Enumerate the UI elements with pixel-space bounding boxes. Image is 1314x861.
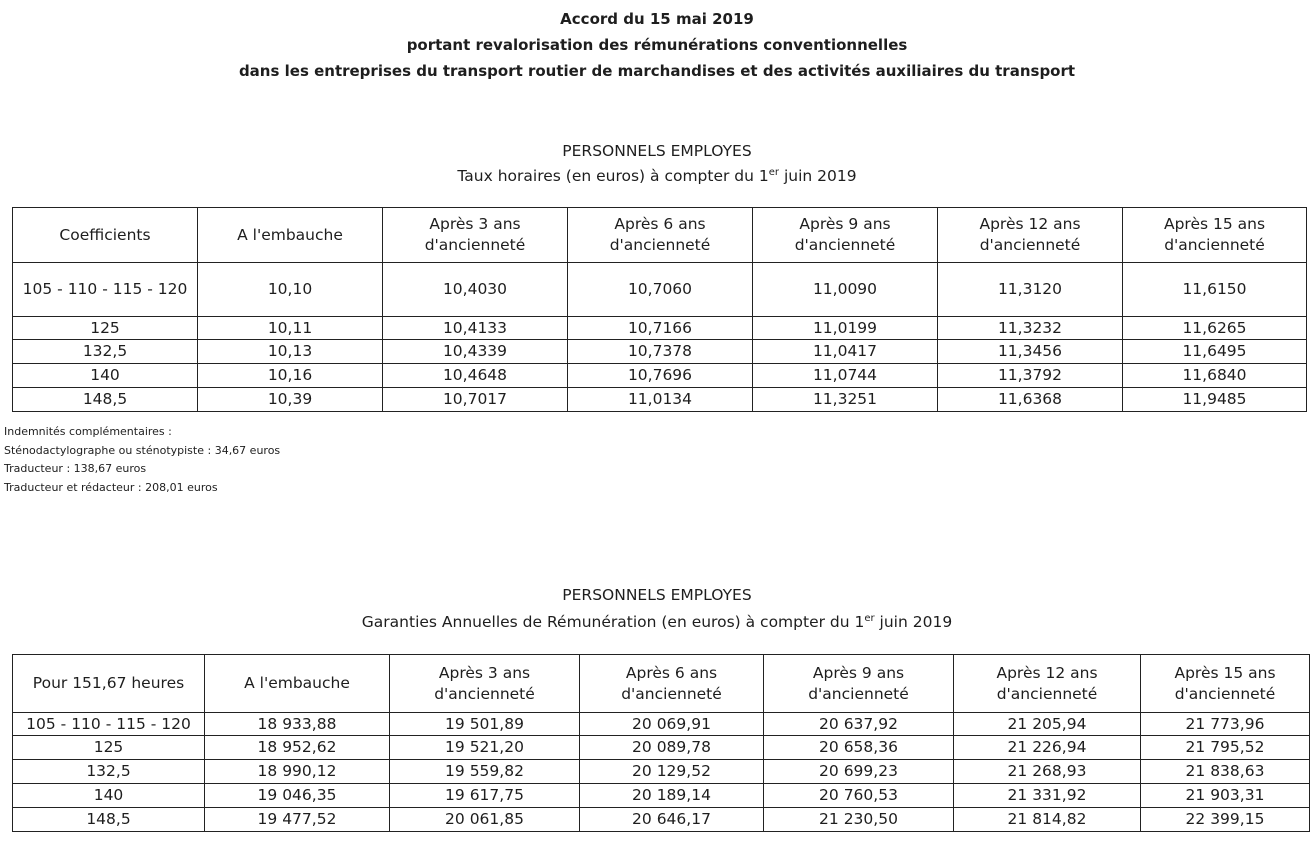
table-cell: 132,5 bbox=[13, 340, 198, 364]
table-cell: 20 129,52 bbox=[580, 760, 764, 784]
hourly-rates-table bbox=[12, 207, 1307, 412]
table-cell: 10,11 bbox=[198, 317, 383, 340]
table-row bbox=[13, 808, 1310, 832]
table-cell: 21 268,93 bbox=[954, 760, 1141, 784]
table-row bbox=[13, 760, 1310, 784]
table-cell: 10,13 bbox=[198, 340, 383, 364]
table-cell: 19 477,52 bbox=[205, 808, 390, 832]
column-header: Après 6 ans d'ancienneté bbox=[568, 208, 753, 263]
column-header: Après 9 ans d'ancienneté bbox=[764, 655, 954, 713]
table-cell: 18 933,88 bbox=[205, 713, 390, 736]
table-cell: 11,9485 bbox=[1123, 388, 1307, 412]
note-line: Traducteur : 138,67 euros bbox=[4, 462, 147, 475]
table-cell: 10,4339 bbox=[383, 340, 568, 364]
column-header: Après 12 ans d'ancienneté bbox=[954, 655, 1141, 713]
table-cell: 10,7696 bbox=[568, 364, 753, 388]
table-cell: 21 226,94 bbox=[954, 736, 1141, 760]
table-cell: 20 069,91 bbox=[580, 713, 764, 736]
table-cell: 105 - 110 - 115 - 120 bbox=[13, 713, 205, 736]
table-row bbox=[13, 317, 1307, 340]
table-cell: 10,4030 bbox=[383, 263, 568, 317]
document-title: Accord du 15 mai 2019 bbox=[560, 10, 754, 28]
table-cell: 11,6840 bbox=[1123, 364, 1307, 388]
table-cell: 21 331,92 bbox=[954, 784, 1141, 808]
table-cell: 20 760,53 bbox=[764, 784, 954, 808]
table-cell: 10,39 bbox=[198, 388, 383, 412]
section2-heading: PERSONNELS EMPLOYES bbox=[562, 586, 752, 604]
table-cell: 19 521,20 bbox=[390, 736, 580, 760]
table-cell: 105 - 110 - 115 - 120 bbox=[13, 263, 198, 317]
document-title-line-3: dans les entreprises du transport routier de marchandises et des activités auxiliaires du transport bbox=[238, 62, 1076, 80]
complementary-allowances-notes bbox=[4, 423, 280, 497]
section2-subheading bbox=[0, 611, 1314, 633]
table-cell: 18 952,62 bbox=[205, 736, 390, 760]
section2-subheading-end: juin 2019 bbox=[874, 613, 953, 631]
table-cell: 10,7166 bbox=[568, 317, 753, 340]
column-header: Après 3 ans d'ancienneté bbox=[383, 208, 568, 263]
section1-subheading-end: juin 2019 bbox=[779, 167, 857, 185]
table-cell: 19 046,35 bbox=[205, 784, 390, 808]
table-cell: 11,6368 bbox=[938, 388, 1123, 412]
table-cell: 11,6150 bbox=[1123, 263, 1307, 317]
table-cell: 132,5 bbox=[13, 760, 205, 784]
table-cell: 11,0090 bbox=[753, 263, 938, 317]
document-title-line-2: portant revalorisation des rémunérations conventionnelles bbox=[406, 36, 908, 54]
column-header: Coefficients bbox=[13, 208, 198, 263]
table-cell: 21 795,52 bbox=[1141, 736, 1310, 760]
table-cell: 21 230,50 bbox=[764, 808, 954, 832]
table-cell: 11,0134 bbox=[568, 388, 753, 412]
table-cell: 21 838,63 bbox=[1141, 760, 1310, 784]
table-cell: 18 990,12 bbox=[205, 760, 390, 784]
table-cell: 21 773,96 bbox=[1141, 713, 1310, 736]
table-cell: 10,4648 bbox=[383, 364, 568, 388]
table-row bbox=[13, 736, 1310, 760]
table-cell: 20 699,23 bbox=[764, 760, 954, 784]
table-row bbox=[13, 263, 1307, 317]
table-cell: 20 189,14 bbox=[580, 784, 764, 808]
column-header: Après 15 ans d'ancienneté bbox=[1123, 208, 1307, 263]
table-cell: 20 089,78 bbox=[580, 736, 764, 760]
table-cell: 20 637,92 bbox=[764, 713, 954, 736]
table-cell: 140 bbox=[13, 784, 205, 808]
table-cell: 148,5 bbox=[13, 388, 198, 412]
column-header: Après 6 ans d'ancienneté bbox=[580, 655, 764, 713]
table-cell: 21 814,82 bbox=[954, 808, 1141, 832]
table-cell: 20 646,17 bbox=[580, 808, 764, 832]
annual-guarantees-table bbox=[12, 654, 1310, 832]
section1-heading: PERSONNELS EMPLOYES bbox=[562, 142, 752, 160]
column-header: A l'embauche bbox=[205, 655, 390, 713]
table-cell: 11,3792 bbox=[938, 364, 1123, 388]
table-cell: 19 559,82 bbox=[390, 760, 580, 784]
table-cell: 21 903,31 bbox=[1141, 784, 1310, 808]
table-cell: 11,6495 bbox=[1123, 340, 1307, 364]
table-cell: 10,7378 bbox=[568, 340, 753, 364]
table-header-row bbox=[13, 655, 1310, 713]
table-cell: 11,0199 bbox=[753, 317, 938, 340]
column-header: Après 9 ans d'ancienneté bbox=[753, 208, 938, 263]
section2-subheading-sup: er bbox=[864, 612, 875, 624]
table-cell: 20 061,85 bbox=[390, 808, 580, 832]
section1-subheading-sup: er bbox=[768, 166, 780, 178]
table-header-row bbox=[13, 208, 1307, 263]
column-header: Pour 151,67 heures bbox=[13, 655, 205, 713]
table-cell: 22 399,15 bbox=[1141, 808, 1310, 832]
column-header: A l'embauche bbox=[198, 208, 383, 263]
table-cell: 140 bbox=[13, 364, 198, 388]
table-cell: 10,16 bbox=[198, 364, 383, 388]
table-cell: 11,0744 bbox=[753, 364, 938, 388]
table-cell: 148,5 bbox=[13, 808, 205, 832]
column-header: Après 12 ans d'ancienneté bbox=[938, 208, 1123, 263]
table-cell: 20 658,36 bbox=[764, 736, 954, 760]
note-line: Traducteur et rédacteur : 208,01 euros bbox=[4, 480, 218, 494]
table-cell: 125 bbox=[13, 736, 205, 760]
table-cell: 10,7017 bbox=[383, 388, 568, 412]
note-line: Sténodactylographe ou sténotypiste : 34,67 euros bbox=[4, 443, 281, 457]
table-cell: 11,3120 bbox=[938, 263, 1123, 317]
table-row bbox=[13, 713, 1310, 736]
table-cell: 10,7060 bbox=[568, 263, 753, 317]
table-cell: 19 617,75 bbox=[390, 784, 580, 808]
column-header: Après 15 ans d'ancienneté bbox=[1141, 655, 1310, 713]
table-row bbox=[13, 388, 1307, 412]
table-cell: 19 501,89 bbox=[390, 713, 580, 736]
column-header: Après 3 ans d'ancienneté bbox=[390, 655, 580, 713]
table-cell: 125 bbox=[13, 317, 198, 340]
table-row bbox=[13, 784, 1310, 808]
section2-subheading-text: Garanties Annuelles de Rémunération (en euros) à compter du 1 bbox=[361, 613, 865, 631]
table-cell: 10,4133 bbox=[383, 317, 568, 340]
table-cell: 11,3251 bbox=[753, 388, 938, 412]
table-row bbox=[13, 340, 1307, 364]
table-cell: 21 205,94 bbox=[954, 713, 1141, 736]
table-cell: 11,3232 bbox=[938, 317, 1123, 340]
table-cell: 10,10 bbox=[198, 263, 383, 317]
table-cell: 11,6265 bbox=[1123, 317, 1307, 340]
section1-subheading-text: Taux horaires (en euros) à compter du 1 bbox=[457, 167, 769, 185]
section1-subheading bbox=[0, 165, 1314, 187]
table-cell: 11,0417 bbox=[753, 340, 938, 364]
table-row bbox=[13, 364, 1307, 388]
table-cell: 11,3456 bbox=[938, 340, 1123, 364]
notes-heading: Indemnités complémentaires : bbox=[4, 425, 172, 438]
